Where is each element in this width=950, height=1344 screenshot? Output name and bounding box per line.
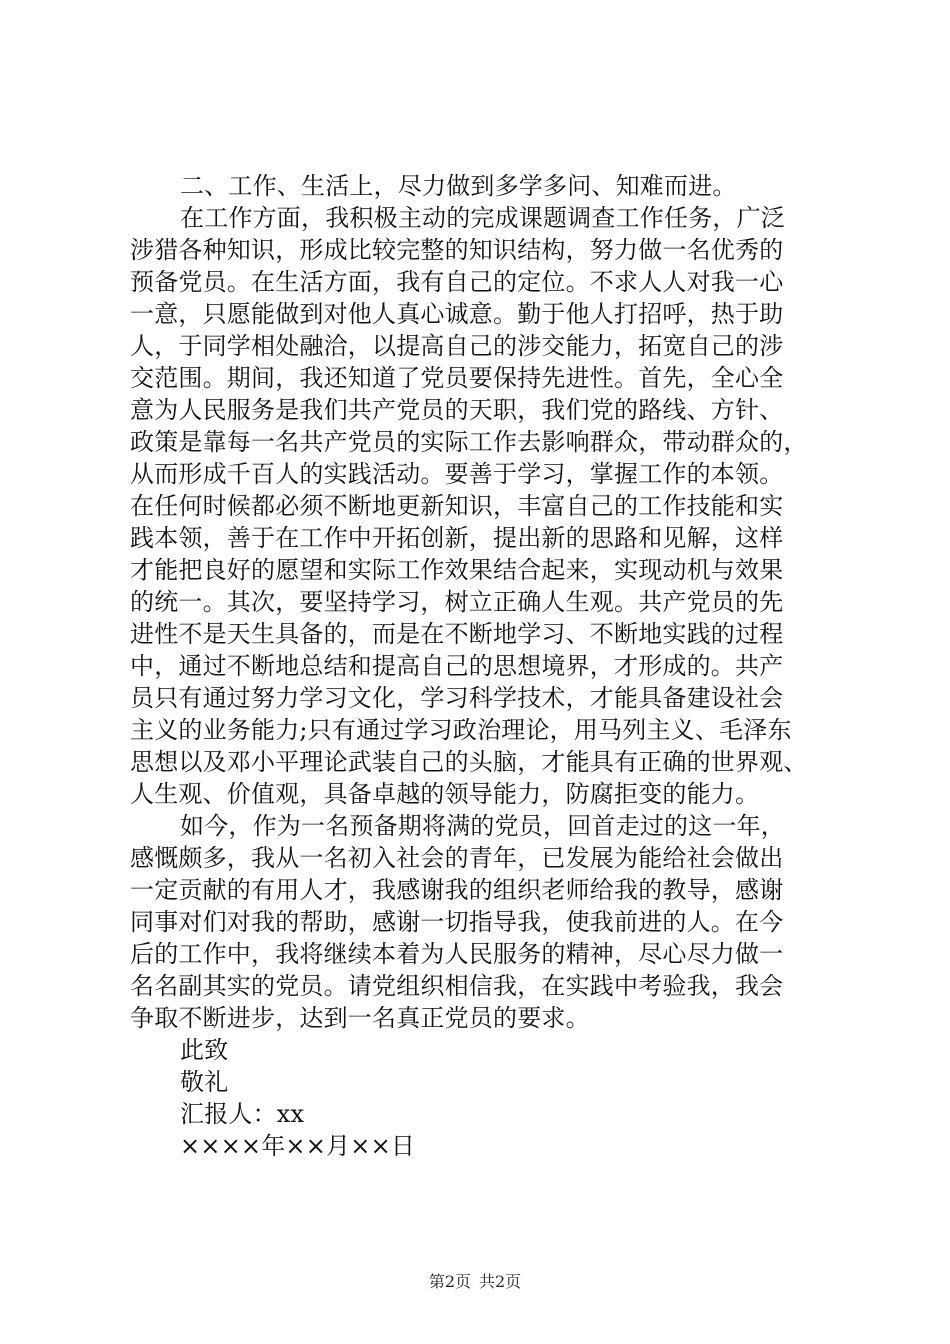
text-line: 涉猎各种知识，形成比较完整的知识结构，努力做一名优秀的: [130, 236, 784, 264]
text-line: 思想以及邓小平理论武装自己的头脑，才能具有正确的世界观、: [130, 748, 808, 776]
text-line: 意为人民服务是我们共产党员的天职，我们党的路线、方针、: [130, 396, 784, 424]
closing-salutation: 此致: [180, 1036, 229, 1064]
text-line: 从而形成千百人的实践活动。要善于学习，掌握工作的本领。: [130, 460, 784, 488]
text-line: 一意，只愿能做到对他人真心诚意。勤于他人打招呼，热于助: [130, 300, 784, 328]
text-line: 一定贡献的有用人才，我感谢我的组织老师给我的教导，感谢: [130, 876, 784, 904]
text-line: 预备党员。在生活方面，我有自己的定位。不求人人对我一心: [130, 268, 784, 296]
text-line: 中，通过不断地总结和提高自己的思想境界，才形成的。共产: [130, 652, 784, 680]
page-total: 共2页: [479, 1272, 522, 1291]
text-line: 员只有通过努力学习文化，学习科学技术，才能具备建设社会: [130, 684, 784, 712]
text-line: 政策是靠每一名共产党员的实际工作去影响群众，带动群众的，: [130, 428, 808, 456]
text-line: 人生观、价值观，具备卓越的领导能力，防腐拒变的能力。: [130, 780, 760, 808]
text-line: 进性不是天生具备的，而是在不断地学习、不断地实践的过程: [130, 620, 784, 648]
text-line: 在工作方面，我积极主动的完成课题调查工作任务，广泛: [180, 204, 785, 232]
page-number: 第2页: [428, 1272, 471, 1291]
text-line: 二、工作、生活上，尽力做到多学多问、知难而进。: [180, 172, 737, 200]
text-line: 的统一。其次，要坚持学习，树立正确人生观。共产党员的先: [130, 588, 784, 616]
report-date: ××××年××月××日: [180, 1132, 416, 1160]
text-line: 同事对们对我的帮助，感谢一切指导我，使我前进的人。在今: [130, 908, 784, 936]
text-line: 主义的业务能力;只有通过学习政治理论，用马列主义、毛泽东: [130, 716, 792, 744]
closing-regards: 敬礼: [180, 1068, 229, 1096]
page-footer: [0, 1272, 950, 1292]
text-line: 践本领，善于在工作中开拓创新，提出新的思路和见解，这样: [130, 524, 784, 552]
text-line: 后的工作中，我将继续本着为人民服务的精神，尽心尽力做一: [130, 940, 784, 968]
text-line: 交范围。期间，我还知道了党员要保持先进性。首先，全心全: [130, 364, 784, 392]
text-line: 才能把良好的愿望和实际工作效果结合起来，实现动机与效果: [130, 556, 784, 584]
text-line: 如今，作为一名预备期将满的党员，回首走过的这一年，: [180, 812, 785, 840]
text-line: 名名副其实的党员。请党组织相信我，在实践中考验我，我会: [130, 972, 784, 1000]
text-line: 在任何时候都必须不断地更新知识，丰富自己的工作技能和实: [130, 492, 784, 520]
text-line: 感慨颇多，我从一名初入社会的青年，已发展为能给社会做出: [130, 844, 784, 872]
text-line: 争取不断进步，达到一名真正党员的要求。: [130, 1004, 590, 1032]
reporter-signature: 汇报人：xx: [180, 1100, 305, 1128]
text-line: 人，于同学相处融洽，以提高自己的涉交能力，拓宽自己的涉: [130, 332, 784, 360]
